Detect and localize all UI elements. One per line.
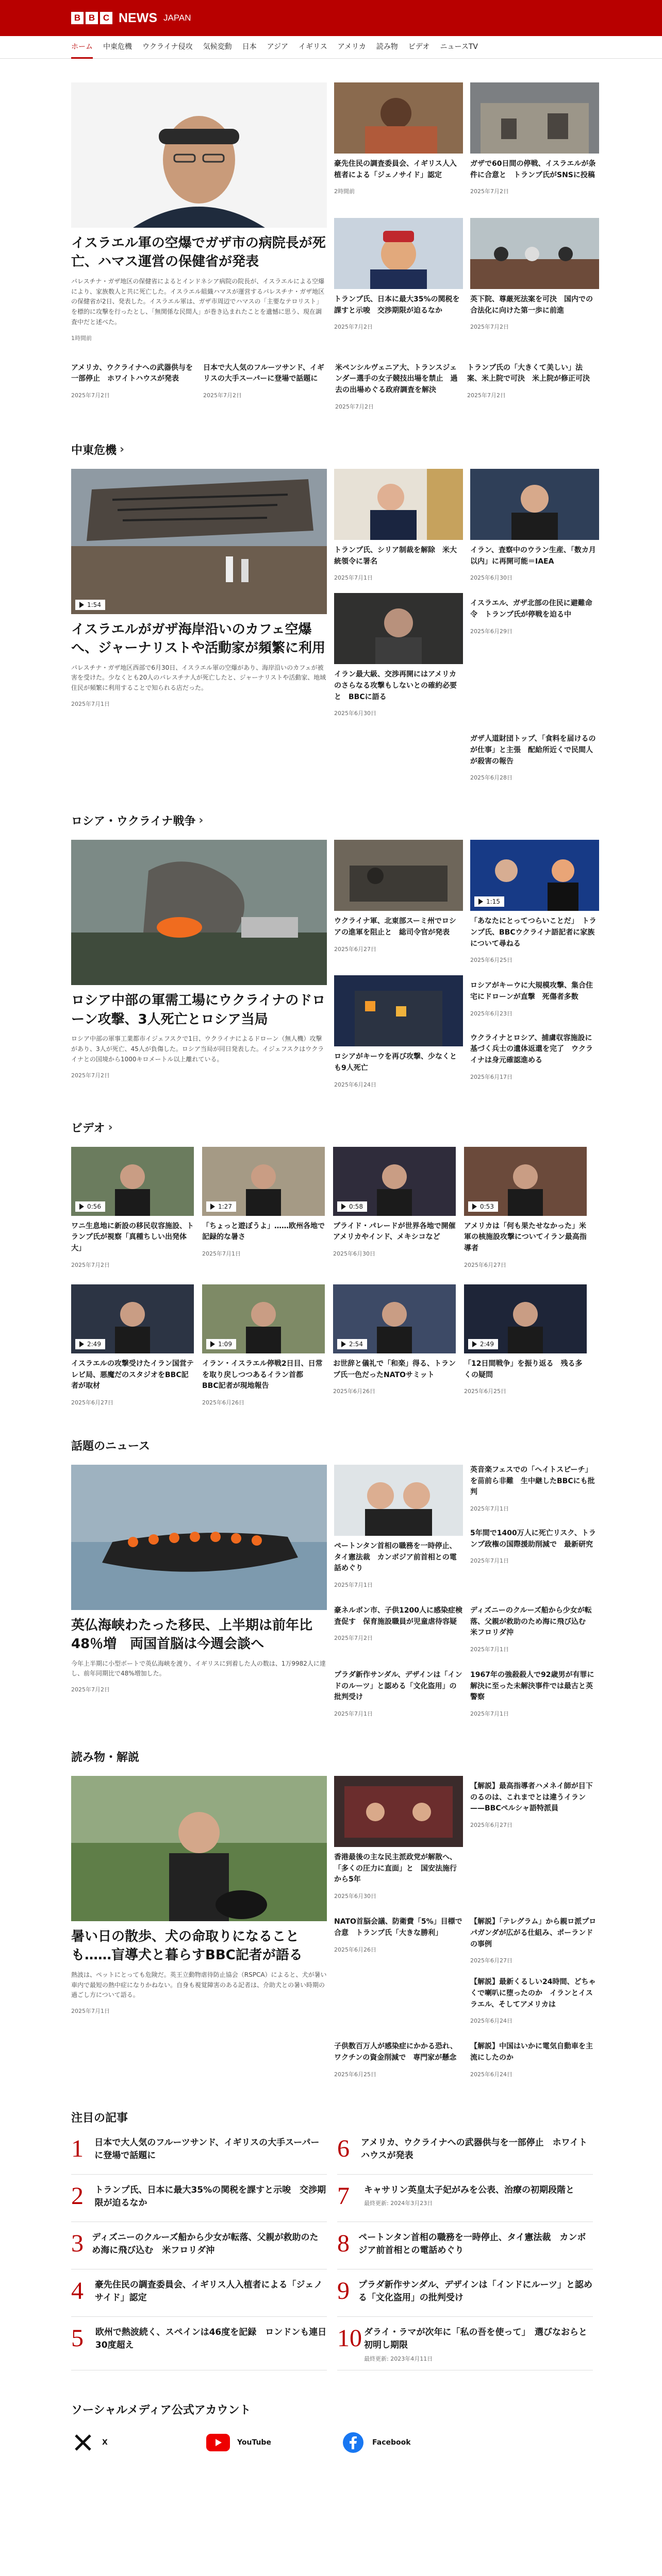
play-icon xyxy=(79,1204,84,1210)
video-card[interactable] xyxy=(464,1147,587,1269)
lead-date: 2025年7月2日 xyxy=(71,1072,110,1079)
story-date: 2025年7月2日 xyxy=(71,392,110,399)
lead-image xyxy=(71,469,327,614)
video-duration: 2:49 xyxy=(480,1340,494,1348)
story-image xyxy=(334,469,463,540)
rank-number: 3 xyxy=(71,2229,84,2257)
lead-date: 1時間前 xyxy=(71,334,92,342)
rank-number: 2 xyxy=(71,2182,84,2210)
video-card[interactable] xyxy=(333,1147,463,1269)
nav-asia[interactable]: アジア xyxy=(267,43,289,51)
video-thumbnail xyxy=(333,1284,456,1353)
section-heading: 注目の記事 xyxy=(71,2111,128,2125)
lead-image xyxy=(71,840,327,985)
lead-image xyxy=(71,82,327,228)
story-date: 2025年6月24日 xyxy=(470,2071,512,2078)
lead-date: 2025年7月1日 xyxy=(71,2008,110,2015)
story-date: 2025年6月25日 xyxy=(470,957,512,964)
rank-title: プラダ新作サンダル、デザインは「インドにルーツ」と認める「文化盗用」の批判受け xyxy=(358,2279,592,2303)
section-ukraine xyxy=(71,812,597,1088)
nav-japan[interactable]: 日本 xyxy=(242,43,257,51)
story-card[interactable] xyxy=(335,358,459,411)
rank-date: 最終更新: 2024年3月23日 xyxy=(364,2200,433,2207)
story-date: 2025年6月30日 xyxy=(334,710,376,717)
story-card[interactable] xyxy=(334,1911,463,2025)
story-date: 2025年6月29日 xyxy=(470,628,512,635)
story-title: ウクライナ軍、北東部スーミ州でロシアの進軍を阻止と 総司令官が発表 xyxy=(334,917,456,937)
section-heading: ソーシャルメディア公式アカウント xyxy=(71,2403,251,2417)
story-date: 2025年6月27日 xyxy=(470,1822,512,1829)
story-title: プラダ新作サンダル、デザインは「インドのルーツ」と認める「文化盗用」の批判受け xyxy=(334,1671,462,1702)
video-thumbnail xyxy=(333,1147,456,1216)
story-card[interactable] xyxy=(334,82,463,207)
story-card[interactable] xyxy=(470,1911,599,2025)
story-card[interactable] xyxy=(203,358,327,411)
video-title: プライド・パレードが世界各地で開催 アメリカやインド、メキシコなど xyxy=(333,1222,463,1242)
story-card[interactable] xyxy=(71,358,195,411)
chevron-right-icon: › xyxy=(198,814,204,827)
story-card[interactable] xyxy=(334,593,463,717)
story-image xyxy=(334,975,463,1046)
story-title: ガザ人道財団トップ、「食料を届けるのが仕事」と主張 配給所近くで民間人が殺害の報告 xyxy=(470,735,596,766)
chevron-right-icon: › xyxy=(108,1121,113,1134)
story-date: 2025年6月30日 xyxy=(334,1893,376,1900)
story-image xyxy=(470,218,599,289)
social-facebook-link[interactable] xyxy=(341,2431,476,2454)
video-duration: 1:27 xyxy=(218,1202,232,1210)
story-date: 2025年7月2日 xyxy=(470,324,509,331)
video-duration: 1:09 xyxy=(218,1340,232,1348)
play-icon xyxy=(210,1341,215,1347)
top-stories xyxy=(71,82,596,411)
nav-climate[interactable]: 気候変動 xyxy=(203,43,232,51)
story-image xyxy=(470,840,599,911)
story-card[interactable] xyxy=(470,593,599,717)
nav-us[interactable]: アメリカ xyxy=(337,43,366,51)
video-card[interactable] xyxy=(71,1147,194,1269)
video-date: 2025年6月27日 xyxy=(464,1261,506,1268)
story-title: 5年間で1400万人に死亡リスク、トランプ政権の国際援助削減で 最新研究 xyxy=(470,1529,596,1549)
story-card[interactable] xyxy=(334,1465,463,1589)
lead-summary: 今年上半期に小型ボートで英仏海峡を渡り、イギリスに到着した人の数は、1万9982人に達し、前年同期比で48%増加した。 xyxy=(71,1659,326,1677)
section-topics xyxy=(71,1437,602,1718)
video-badge xyxy=(468,1201,498,1212)
video-duration: 2:49 xyxy=(87,1340,101,1348)
story-date: 2025年6月23日 xyxy=(470,1010,512,1017)
story-title: 【解説】中国はいかに電気自動車を主流にしたのか xyxy=(470,2042,593,2062)
video-date: 2025年6月26日 xyxy=(333,1388,375,1395)
most-read-item[interactable] xyxy=(337,2326,593,2370)
story-date: 2025年6月24日 xyxy=(334,1081,376,1088)
story-card[interactable] xyxy=(470,840,599,964)
video-date: 2025年6月27日 xyxy=(71,1399,113,1406)
lead-image xyxy=(71,1776,327,1921)
story-image xyxy=(334,593,463,664)
story-title: 豪ネルボン市、子供1200人に感染症検査促す 保育施設職員が児童虐待容疑 xyxy=(334,1606,462,1626)
story-title: NATO首脳会議、防衛費「5%」目標で合意 トランプ氏「大きな勝利」 xyxy=(334,1918,462,1937)
rank-number: 4 xyxy=(71,2277,84,2304)
story-title: アメリカ、ウクライナへの武器供与を一部停止 ホワイトハウスが発表 xyxy=(71,363,193,383)
story-card[interactable] xyxy=(334,1776,463,1900)
video-title: ワニ生息地に新設の移民収容施設、トランプ氏が視察「真種ちしい出発体大」 xyxy=(71,1222,194,1253)
story-title: 子供数百万人が感染症にかかる恐れ、ワクチンの資金削減で 専門家が懸念 xyxy=(334,2042,457,2062)
video-thumbnail xyxy=(202,1147,325,1216)
story-title: イスラエル、ガザ北部の住民に避難命令 トランプ氏が停戦を迫る中 xyxy=(470,599,592,619)
nav-uk[interactable]: イギリス xyxy=(299,43,327,51)
section-heading: 中東危機 xyxy=(71,444,117,457)
story-card[interactable] xyxy=(334,469,463,582)
x-icon xyxy=(71,2431,95,2454)
rank-title: キャサリン英皇太子妃がみを公表、治療の初期段階と xyxy=(364,2184,574,2195)
story-title: トランプ氏、日本に最大35%の関税を課すと示唆 交渉期限が迫るなか xyxy=(334,295,460,315)
video-badge xyxy=(468,1339,498,1349)
most-read-list xyxy=(71,2134,592,2370)
lead-title: イスラエル軍の空爆でガザ市の病院長が死亡、ハマス運営の保健省が発表 xyxy=(71,235,326,270)
section-heading-link[interactable] xyxy=(71,1120,591,1136)
rank-number: 7 xyxy=(337,2182,350,2210)
story-image xyxy=(334,218,463,289)
story-title: 香港最後の主な民主派政党が解散へ、「多くの圧力に直面」と 国安法施行から5年 xyxy=(334,1853,457,1884)
story-date: 2時間前 xyxy=(334,188,355,195)
main-nav xyxy=(0,36,662,59)
lead-title: イスラエルがガザ海岸沿いのカフェ空爆へ、ジャーナリストや活動家が頻繁に利用 xyxy=(71,621,325,656)
section-video xyxy=(71,1120,591,1406)
story-date: 2025年6月26日 xyxy=(334,1946,376,1953)
story-date: 2025年7月2日 xyxy=(470,188,509,195)
video-duration: 0:56 xyxy=(87,1202,101,1210)
video-badge xyxy=(337,1201,367,1212)
story-date: 2025年7月1日 xyxy=(470,1505,509,1512)
video-badge xyxy=(337,1339,367,1349)
logo-letter: C xyxy=(100,12,112,24)
story-image xyxy=(470,82,599,154)
play-icon xyxy=(79,1341,84,1347)
story-date: 2025年7月2日 xyxy=(203,392,242,399)
lead-summary: パレスチナ・ガザ地区西部で6月30日、イスラエル軍の空爆があり、海岸沿いのカフェが被害を受けた。少なくとも20人のパレスチナ人が死亡したと、ジャーナリストや活動家、地域住民が頻繁に利用することで知られる店だった。 xyxy=(71,664,326,692)
story-title: 【解説】最高指導者ハメネイ師が目下のるのは、これまでとは違うイラン——BBCペルシャ語特派員 xyxy=(470,1782,593,1813)
story-card[interactable] xyxy=(334,218,463,342)
logo-region: JAPAN xyxy=(163,13,191,23)
video-badge xyxy=(474,896,504,907)
story-date: 2025年7月1日 xyxy=(470,1646,509,1653)
story-title: イラン、査察中のウラン生産、「数カ月以内」に再開可能＝IAEA xyxy=(470,546,596,566)
story-title: イラン最大級、交渉再開にはアメリカのさらなる攻撃もしないとの確約必要と BBCに語る xyxy=(334,670,457,701)
video-thumbnail xyxy=(202,1284,325,1353)
story-title: ペートンタン首相の職務を一時停止、タイ憲法裁 カンボジア前首相との電話めぐり xyxy=(334,1541,457,1573)
nav-features[interactable]: 読み物 xyxy=(376,43,398,51)
section-heading-link[interactable] xyxy=(71,442,591,457)
lead-story[interactable] xyxy=(71,469,327,782)
story-card[interactable] xyxy=(470,469,599,582)
story-image xyxy=(334,1776,463,1847)
video-card[interactable] xyxy=(202,1147,325,1269)
most-read-item[interactable] xyxy=(71,2279,327,2317)
story-card[interactable] xyxy=(470,728,599,782)
most-read-item[interactable] xyxy=(337,2279,593,2317)
video-title: 「ちょっと遊ぼうよ」……欧州各地で記録的な暑さ xyxy=(202,1222,325,1242)
story-card[interactable] xyxy=(470,82,599,207)
video-title: イラン・イスラエル停戦2日目、日常を取り戻しつつあるイラン首都 BBC記者が現地報告 xyxy=(202,1359,323,1391)
logo-letter: B xyxy=(86,12,98,24)
story-title: 日本で大人気のフルーツサンド、イギリスの大手スーパーに登場で話題に xyxy=(203,363,324,383)
rank-title: トランプ氏、日本に最大35%の関税を課すと示唆 交渉期限が迫るなか xyxy=(94,2184,326,2209)
video-thumbnail xyxy=(464,1147,587,1216)
story-card[interactable] xyxy=(334,1665,463,1718)
video-thumbnail xyxy=(464,1284,587,1353)
rank-title: ペートンタン首相の職務を一時停止、タイ憲法裁 カンボジア前首相との電話めぐり xyxy=(358,2232,586,2256)
story-date: 2025年7月2日 xyxy=(335,403,374,410)
story-title: 豪先住民の調査委員会、イギリス人入植者による「ジェノサイド」認定 xyxy=(334,160,457,179)
story-title: ロシアがキーウを再び攻撃、少なくとも9人死亡 xyxy=(334,1053,457,1073)
most-read-item[interactable] xyxy=(337,2184,593,2222)
story-title: ウクライナとロシア、捕虜収容施設に基づく兵士の遺体返還を完了 ウクライナは身元確認進める xyxy=(470,1033,593,1065)
play-icon xyxy=(79,602,84,608)
story-title: 「あなたにとってつらいことだ」 トランプ氏、BBCウクライナ語記者に家族について尋ねる xyxy=(470,917,597,948)
play-icon xyxy=(478,899,483,905)
play-icon xyxy=(472,1341,477,1347)
story-date: 2025年7月1日 xyxy=(470,1710,509,1718)
story-title: 【解説】「テレグラム」から親ロ派プロパガンダが広がる仕組み、ポーランドの事例 xyxy=(470,1918,597,1948)
story-image xyxy=(334,1465,463,1536)
story-title: ロシアがキーウに大規模攻撃、集合住宅にドローンが直撃 死傷者多数 xyxy=(470,981,593,1002)
rank-date: 最終更新: 2023年4月11日 xyxy=(364,2355,433,2362)
video-title: お世辞と儀礼で「和楽」得る、トランプ氏一色だったNATOサミット xyxy=(333,1359,456,1379)
youtube-icon xyxy=(206,2431,230,2454)
video-title: 「12日間戦争」を振り返る 残る多くの疑問 xyxy=(464,1359,583,1379)
section-features xyxy=(71,1749,597,2078)
story-title: 英音楽フェスでの「ヘイトスピーチ」を苗前ら非難 生中継したBBCにも批判 xyxy=(470,1465,595,1497)
video-badge xyxy=(75,1201,105,1212)
story-title: ディズニーのクルーズ船から少女が転落、父親が救助のため海に飛び込む 米フロリダ沖 xyxy=(470,1606,593,1637)
video-duration: 0:53 xyxy=(480,1202,494,1210)
lead-story[interactable] xyxy=(71,1465,327,1718)
story-title: 英下院、尊厳死法案を可決 国内での合法化に向けた第一歩に前進 xyxy=(470,295,593,315)
social-label: Facebook xyxy=(372,2438,411,2447)
story-card[interactable] xyxy=(467,358,591,411)
lead-story[interactable] xyxy=(71,1776,327,2078)
site-header xyxy=(0,0,662,36)
story-card[interactable] xyxy=(334,840,463,964)
lead-title: 暑い日の散歩、犬の命取りになることも……盲導犬と暮らすBBC記者が語る xyxy=(71,1929,303,1963)
story-date: 2025年7月2日 xyxy=(334,324,373,331)
section-heading-link[interactable] xyxy=(71,812,591,828)
video-duration: 2:54 xyxy=(349,1340,363,1348)
rank-title: ダライ・ラマが次年に「私の吾を使って」 選びなおらと初明し期限 xyxy=(364,2327,587,2351)
video-grid xyxy=(71,1147,591,1406)
section-heading: ビデオ xyxy=(71,1122,105,1135)
story-title: 米ペンシルヴェニア大、トランスジェンダー選手の女子競技出場を禁止 過去の出場めぐる政府調査を解決 xyxy=(335,363,458,395)
story-card[interactable] xyxy=(470,975,599,1088)
story-card[interactable] xyxy=(470,2036,599,2078)
section-heading: ロシア・ウクライナ戦争 xyxy=(71,815,196,828)
video-date: 2025年6月30日 xyxy=(333,1250,375,1258)
chevron-right-icon: › xyxy=(120,443,125,456)
story-title: ガザで60日間の停戦、イスラエルが条件に合意と トランプ氏がSNSに投稿 xyxy=(470,160,596,179)
story-card[interactable] xyxy=(470,218,599,342)
rank-number: 1 xyxy=(71,2134,84,2162)
story-date: 2025年6月17日 xyxy=(470,1073,512,1080)
bbc-logo[interactable] xyxy=(71,11,191,26)
story-title: トランプ氏の「大きくて美しい」法案、米上院で可決 米上院が修正可決 xyxy=(467,363,590,383)
video-card[interactable] xyxy=(464,1284,587,1406)
video-date: 2025年6月26日 xyxy=(202,1399,244,1406)
lead-image xyxy=(71,1465,327,1610)
video-badge xyxy=(75,600,105,610)
most-read-item[interactable] xyxy=(337,2231,593,2269)
story-date: 2025年6月24日 xyxy=(470,2018,512,2025)
video-duration: 1:15 xyxy=(486,898,500,906)
most-read-item[interactable] xyxy=(71,2231,327,2269)
story-image xyxy=(334,82,463,154)
story-image xyxy=(470,469,599,540)
video-card[interactable] xyxy=(333,1284,456,1406)
play-icon xyxy=(341,1204,346,1210)
footer-spacer xyxy=(71,2454,591,2485)
story-date: 2025年6月27日 xyxy=(334,945,376,953)
video-date: 2025年6月25日 xyxy=(464,1388,506,1395)
story-date: 2025年7月2日 xyxy=(467,392,506,399)
story-card[interactable] xyxy=(470,1600,599,1653)
rank-title: ディズニーのクルーズ船から少女が転落、父親が救助のため海に飛び込む 米フロリダ沖 xyxy=(92,2232,319,2256)
story-date: 2025年7月1日 xyxy=(334,1581,373,1588)
video-duration: 0:58 xyxy=(349,1202,363,1210)
story-title: トランプ氏、シリア制裁を解除 米大統領令に署名 xyxy=(334,546,457,566)
story-title: 1967年の強殺殺人で92歳男が有罪に 解決に至った未解決事件では最古と英警察 xyxy=(470,1671,602,1702)
video-badge xyxy=(206,1339,236,1349)
lead-title: 英仏海峡わたった移民、上半期は前年比48％増 両国首脳は今週会談へ xyxy=(71,1617,313,1652)
section-mideast xyxy=(71,442,596,782)
play-icon xyxy=(341,1341,346,1347)
lead-date: 2025年7月2日 xyxy=(71,1686,110,1693)
nav-home[interactable]: ホーム xyxy=(71,41,93,59)
lead-summary: パレスチナ・ガザ地区の保健省によるとインドネシア病院の院長が、イスラエルによる空爆により、家族数人と共に死亡した。イスラエル組織ハマスが運営するパレスチナ・ガザ地区の保健省が2日、発表した。イスラエル軍は、ガザ市周辺でハマスの「主要なテロリスト」を標的に攻撃を行ったとし、「無関係な民間人」が巻き込まれたことを遺憾に思う、現在調査中だと述べた。 xyxy=(71,277,325,326)
play-icon xyxy=(210,1204,215,1210)
video-date: 2025年7月1日 xyxy=(202,1250,241,1258)
social-label: X xyxy=(102,2438,108,2447)
story-date: 2025年7月1日 xyxy=(334,574,373,582)
video-card[interactable] xyxy=(71,1284,194,1406)
story-card[interactable] xyxy=(470,1776,599,1900)
story-card[interactable] xyxy=(334,1600,463,1653)
rank-number: 5 xyxy=(71,2324,84,2352)
section-heading: 話題のニュース xyxy=(71,1439,150,1453)
video-thumbnail xyxy=(71,1284,194,1353)
lead-date: 2025年7月1日 xyxy=(71,701,110,707)
story-card[interactable] xyxy=(470,1665,602,1718)
story-date: 2025年6月25日 xyxy=(334,2071,376,2078)
video-duration: 1:54 xyxy=(87,601,101,608)
social-label: YouTube xyxy=(237,2438,271,2447)
rank-title: 日本で大人気のフルーツサンド、イギリスの大手スーパーに登場で話題に xyxy=(94,2137,320,2161)
story-date: 2025年7月2日 xyxy=(334,1635,373,1642)
logo-news: NEWS xyxy=(119,10,157,25)
most-read-item[interactable] xyxy=(337,2134,593,2175)
lead-story[interactable] xyxy=(71,840,327,1088)
video-title: イスラエルの攻撃受けたイラン国営テレビ局、悪魔だのスタジオをBBC記者が取材 xyxy=(71,1359,194,1391)
story-date: 2025年7月1日 xyxy=(470,1557,509,1565)
nav-video[interactable]: ビデオ xyxy=(408,43,430,51)
section-heading: 読み物・解説 xyxy=(71,1751,140,1765)
video-badge xyxy=(75,1339,105,1349)
story-card[interactable] xyxy=(334,2036,463,2078)
most-read-item[interactable] xyxy=(71,2326,327,2370)
rank-number: 9 xyxy=(337,2277,350,2304)
story-date: 2025年6月30日 xyxy=(470,574,512,582)
lead-summary: 熱波は、ペットにとっても危険だ。英王立動物虐待防止協会（RSPCA）によると、犬が暑い車内で最短の熱中症になりかねない。自身も視覚障害のある記者は、介助犬との暑い時期の過ごし方について語る。 xyxy=(71,1971,327,1999)
social-x-link[interactable] xyxy=(71,2431,206,2454)
video-thumbnail xyxy=(71,1147,194,1216)
nav-mideast[interactable]: 中東危機 xyxy=(103,43,132,51)
video-date: 2025年7月2日 xyxy=(71,1261,110,1268)
video-card[interactable] xyxy=(202,1284,325,1406)
social-youtube-link[interactable] xyxy=(206,2431,341,2454)
story-date: 2025年7月1日 xyxy=(334,1710,373,1718)
rank-number: 8 xyxy=(337,2229,350,2257)
lead-summary: ロシア中部の軍事工業都市イジェフスクで1日、ウクライナによるドローン（無人機）攻撃があり、3人が死亡、45人が負傷した。ロシア当局が同日発表した。イジェフスクはウクライナとの国境から1000キロメートル以上離れている。 xyxy=(71,1035,324,1063)
nav-ukraine[interactable]: ウクライナ侵攻 xyxy=(142,43,193,51)
rank-title: アメリカ、ウクライナへの武器供与を一部停止 ホワイトハウスが発表 xyxy=(360,2137,588,2161)
rank-number: 6 xyxy=(337,2134,350,2162)
story-card[interactable] xyxy=(334,975,463,1088)
play-icon xyxy=(472,1204,477,1210)
story-date: 2025年6月28日 xyxy=(470,774,512,782)
rank-title: 欧州で熱波続く、スペインは46度を記録 ロンドンも連日30度超え xyxy=(95,2327,327,2351)
lead-story[interactable] xyxy=(71,82,327,342)
story-image xyxy=(334,840,463,911)
section-most-read xyxy=(71,2109,591,2370)
facebook-icon xyxy=(341,2431,365,2454)
nav-newstv[interactable]: ニュースTV xyxy=(440,43,478,51)
most-read-item[interactable] xyxy=(71,2134,327,2175)
logo-letter: B xyxy=(71,12,84,24)
section-social xyxy=(71,2401,591,2454)
video-badge xyxy=(206,1201,236,1212)
video-title: アメリカは「何も果たせなかった」米軍の核施設攻撃についてイラン最高指導者 xyxy=(464,1222,587,1253)
story-card[interactable] xyxy=(470,1465,599,1589)
story-date: 2025年6月27日 xyxy=(470,1957,512,1964)
most-read-item[interactable] xyxy=(71,2184,327,2222)
story-title: 【解説】最新くるしい24時間、どちゃくで喇叭に堕ったのか イランとイスラエル、そしてアメリカは xyxy=(470,1978,596,2009)
lead-title: ロシア中部の軍需工場にウクライナのドローン攻撃、3人死亡とロシア当局 xyxy=(71,993,326,1027)
rank-number: 10 xyxy=(337,2324,362,2352)
rank-title: 豪先住民の調査委員会、イギリス人入植者による「ジェノサイド」認定 xyxy=(94,2279,323,2303)
